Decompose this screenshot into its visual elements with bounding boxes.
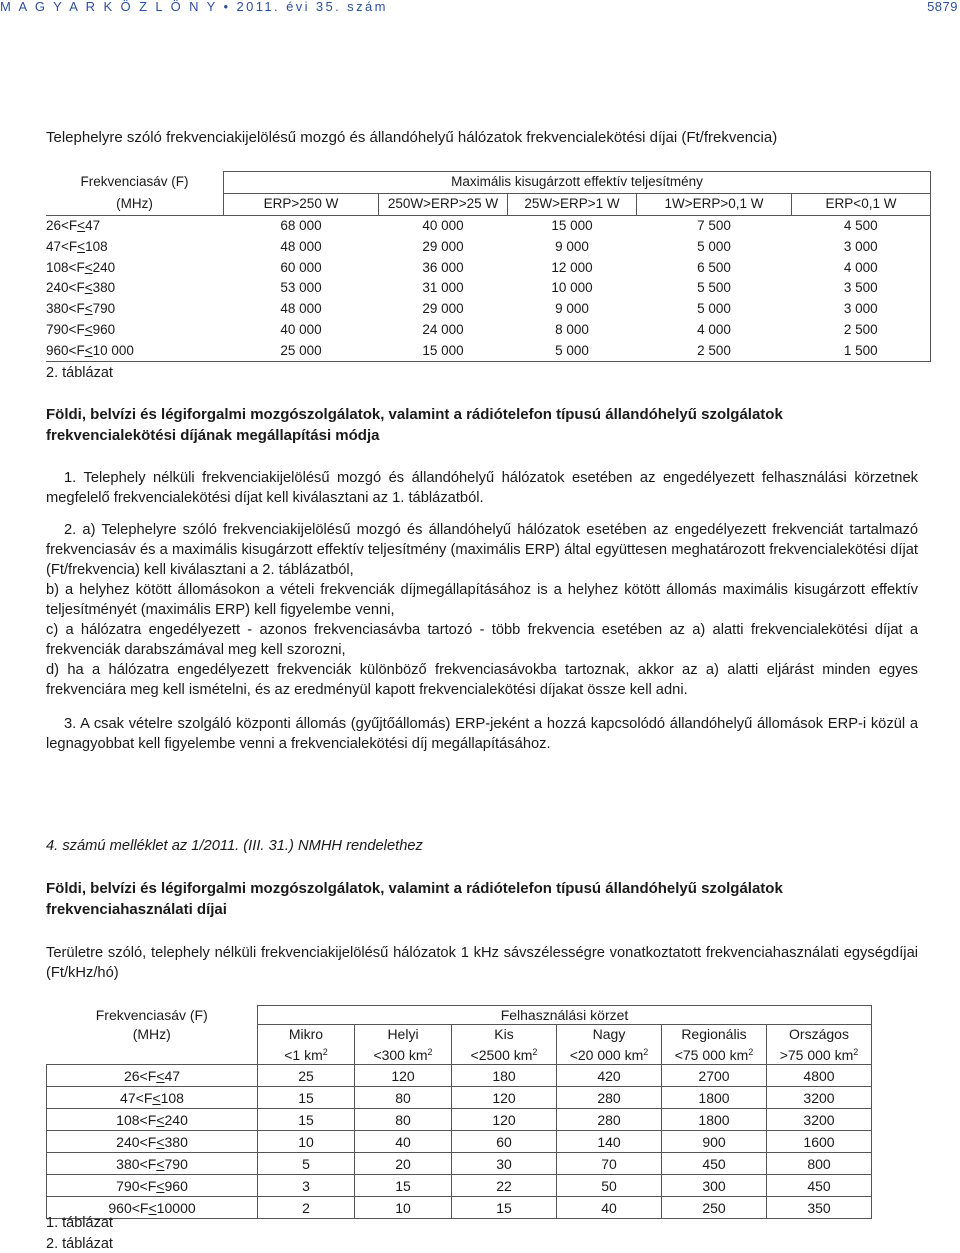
value-cell: 5 [258, 1153, 355, 1175]
value-cell: 3 000 [792, 299, 931, 320]
band-unit: (MHz) [116, 195, 153, 211]
area-name: Regionális [662, 1025, 767, 1044]
value-cell: 450 [662, 1153, 767, 1175]
value-cell: 350 [767, 1197, 872, 1219]
table-row [46, 278, 931, 299]
paragraph-1: 1. Telephely nélküli frekvenciakijelölésű mozgó és állandóhelyű hálózatok esetében az engedélyezett felhasználási körzetnek megfelelő frekvencialekötési díjat kell kiválasztani az 1. táblázatból. [46, 470, 918, 506]
value-cell: 1 500 [792, 340, 931, 361]
value-cell: 15 [452, 1197, 557, 1219]
value-cell: 48 000 [280, 238, 322, 254]
band-cell: 960<F<10 000 [46, 340, 224, 361]
intro-text: Területre szóló, telephely nélküli frekvenciakijelölésű hálózatok 1 kHz sávszélességre vonatkoztatott frekvenciahasználati egységdíjai (Ft/kHz/hó) [46, 945, 918, 981]
value-cell: 50 [557, 1175, 662, 1197]
paragraph-2d: d) ha a hálózatra engedélyezett frekvenciák különböző frekvenciasávokba tartoznak, akkor az a) alatti eljárást minden egyes frekvenciára meg kell ismételni, és az eredményül kapott frekvencialekötési díjakat össze kell adni. [46, 662, 918, 698]
erp-group-header: Maximális kisugárzott effektív teljesítmény [224, 172, 931, 194]
area-limit [452, 1043, 557, 1065]
value-cell: 40 000 [379, 215, 508, 236]
section-title-line: Földi, belvízi és légiforgalmi mozgószolgálatok, valamint a rádiótelefon típusú állandóhelyű szolgálatok [46, 406, 783, 423]
value-cell: 48 000 [280, 301, 322, 317]
value-cell: 10 [258, 1131, 355, 1153]
area-limit-label: <75 000 km [674, 1047, 749, 1063]
value-cell: 31 000 [422, 280, 464, 296]
paragraph-2b: b) a helyhez kötött állomásokon a vételi frekvenciák díjmegállapításához is a helyhez kötött állomás maximális kisugárzott effektív teljesítményét (maximális ERP) kell figyelembe venni, [46, 582, 918, 618]
area-limit-exponent: 2 [427, 1047, 433, 1057]
table-caption: 2. táblázat [46, 365, 113, 381]
value-cell: 9 000 [555, 238, 589, 254]
area-limit-exponent: 2 [322, 1047, 328, 1057]
area-limit [557, 1043, 662, 1065]
value-cell: 20 [355, 1153, 452, 1175]
band-cell: 47<F<108 [47, 1087, 258, 1109]
value-cell: 120 [452, 1087, 557, 1109]
band-cell: 790<F<960 [46, 321, 116, 337]
table-row [46, 340, 931, 361]
value-cell: 15 000 [379, 340, 508, 361]
area-name: Helyi [355, 1025, 452, 1044]
value-cell: 3200 [767, 1087, 872, 1109]
section-title [46, 878, 926, 920]
value-cell: 7 500 [637, 215, 792, 236]
column-header: 25W>ERP>1 W [508, 193, 637, 215]
column-header: 1W>ERP>0,1 W [637, 193, 792, 215]
area-limit-label: >75 000 km [779, 1047, 854, 1063]
column-header: ERP<0,1 W [792, 193, 931, 215]
value-cell: 8 000 [555, 321, 589, 337]
column-header: 250W>ERP>25 W [379, 193, 508, 215]
table-row [46, 215, 931, 236]
value-cell: 3 500 [792, 278, 931, 299]
value-cell: 5 500 [697, 280, 731, 296]
value-cell: 24 000 [422, 321, 464, 337]
value-cell: 180 [452, 1065, 557, 1087]
value-cell: 25 [258, 1065, 355, 1087]
value-cell: 36 000 [422, 259, 464, 275]
paragraph-3: 3. A csak vételre szolgáló központi állomás (gyűjtőállomás) ERP-jeként a hozzá kapcsolódó állandóhelyű állomások ERP-i közül a legnagyobbat kell figyelembe venni a frekvencialekötési díj megállapításához. [46, 716, 918, 752]
page-number: 5879 [927, 0, 958, 14]
section-title-line: frekvencialekötési díjának megállapítási módja [46, 427, 380, 444]
band-cell: 240<F<380 [46, 280, 116, 296]
band-cell: 26<F<47 [46, 215, 224, 236]
value-cell: 70 [557, 1153, 662, 1175]
value-cell: 120 [355, 1065, 452, 1087]
value-cell: 5 000 [697, 301, 731, 317]
value-cell: 40 [557, 1197, 662, 1219]
value-cell: 15 000 [508, 215, 637, 236]
value-cell: 60 [452, 1131, 557, 1153]
paragraph-2c: c) a hálózatra engedélyezett - azonos frekvenciasávba tartozó - több frekvencia esetében az a) alatti frekvencialekötési díjat a frekvenciák darabszámával meg kell szorozni, [46, 622, 918, 658]
band-cell: 380<F<790 [47, 1153, 258, 1175]
value-cell: 10 000 [551, 280, 593, 296]
value-cell: 3200 [767, 1109, 872, 1131]
value-cell: 80 [355, 1109, 452, 1131]
band-spacer [47, 1043, 258, 1065]
value-cell: 53 000 [280, 280, 322, 296]
column-header: ERP>250 W [224, 193, 379, 215]
area-group-header: Felhasználási körzet [258, 1006, 872, 1025]
table-caption: 1. táblázat [46, 1215, 113, 1231]
band-cell: 240<F<380 [47, 1131, 258, 1153]
table1-title: Telephelyre szóló frekvenciakijelölésű mozgó és állandóhelyű hálózatok frekvencialekötési díjai (Ft/frekvencia) [46, 129, 778, 146]
value-cell: 800 [767, 1153, 872, 1175]
value-cell: 4 000 [792, 257, 931, 278]
area-name: Mikro [258, 1025, 355, 1044]
value-cell: 2 [258, 1197, 355, 1219]
table-caption: 2. táblázat [46, 1236, 113, 1252]
table-row [47, 1065, 872, 1087]
area-limit-label: <2500 km [470, 1047, 533, 1063]
value-cell: 5 000 [697, 238, 731, 254]
value-cell: 1800 [662, 1109, 767, 1131]
value-cell: 68 000 [224, 215, 379, 236]
value-cell: 300 [662, 1175, 767, 1197]
area-limit-exponent: 2 [643, 1047, 649, 1057]
value-cell: 6 500 [697, 259, 731, 275]
band-cell: 26<F<47 [47, 1065, 258, 1087]
band-cell: 790<F<960 [47, 1175, 258, 1197]
value-cell: 2 500 [792, 320, 931, 341]
value-cell: 4800 [767, 1065, 872, 1087]
band-cell: 380<F<790 [46, 301, 116, 317]
area-name: Országos [767, 1025, 872, 1044]
value-cell: 140 [557, 1131, 662, 1153]
table-row [47, 1153, 872, 1175]
area-limit [767, 1043, 872, 1065]
body-paragraph [46, 714, 918, 754]
value-cell: 15 [355, 1175, 452, 1197]
value-cell: 2700 [662, 1065, 767, 1087]
value-cell: 40 000 [280, 321, 322, 337]
section-title-line: Földi, belvízi és légiforgalmi mozgószolgálatok, valamint a rádiótelefon típusú állandóhelyű szolgálatok [46, 880, 783, 897]
fee-table-area [46, 1005, 872, 1219]
value-cell: 5 000 [508, 340, 637, 361]
value-cell: 29 000 [422, 301, 464, 317]
value-cell: 4 500 [792, 215, 931, 236]
table-row [47, 1175, 872, 1197]
value-cell: 15 [258, 1087, 355, 1109]
paragraph-2a: 2. a) Telephelyre szóló frekvenciakijelölésű mozgó és állandóhelyű hálózatok esetében az engedélyezett frekvenciát tartalmazó frekvenciasáv és a maximális kisugárzott effektív teljesítmény (maximális ERP) által együttesen meghatározott frekvencialekötési díjat (Ft/frekvencia) kell kiválasztani a 2. táblázatból, [46, 522, 918, 578]
value-cell: 1600 [767, 1131, 872, 1153]
value-cell: 30 [452, 1153, 557, 1175]
table-row [47, 1197, 872, 1219]
value-cell: 15 [258, 1109, 355, 1131]
value-cell: 60 000 [280, 259, 322, 275]
body-paragraph [46, 520, 918, 700]
band-cell: 108<F<240 [46, 259, 116, 275]
area-limit [355, 1043, 452, 1065]
section-title [46, 404, 926, 446]
area-limit-label: <300 km [373, 1047, 428, 1063]
area-limit-label: <20 000 km [569, 1047, 644, 1063]
area-limit-exponent: 2 [532, 1047, 538, 1057]
value-cell: 10 [355, 1197, 452, 1219]
value-cell: 420 [557, 1065, 662, 1087]
annex-heading: 4. számú melléklet az 1/2011. (III. 31.) NMHH rendelethez [46, 838, 423, 854]
table-row [46, 236, 931, 257]
area-limit-label: <1 km [284, 1047, 323, 1063]
table-row [46, 257, 931, 278]
value-cell: 22 [452, 1175, 557, 1197]
value-cell: 40 [355, 1131, 452, 1153]
area-limit-exponent: 2 [748, 1047, 754, 1057]
area-limit [662, 1043, 767, 1065]
value-cell: 12 000 [551, 259, 593, 275]
table-row [46, 320, 931, 341]
value-cell: 280 [557, 1109, 662, 1131]
value-cell: 4 000 [697, 321, 731, 337]
table-row [47, 1109, 872, 1131]
intro-paragraph [46, 943, 918, 983]
band-unit: (MHz) [132, 1025, 171, 1042]
body-paragraph [46, 468, 918, 508]
area-limit-exponent: 2 [853, 1047, 859, 1057]
area-name: Kis [452, 1025, 557, 1044]
area-name: Nagy [557, 1025, 662, 1044]
journal-title: M A G Y A R K Ö Z L Ö N Y • 2011. évi 35. szám [0, 0, 388, 14]
fee-table-erp [46, 171, 931, 362]
band-cell: 47<F<108 [46, 238, 108, 254]
value-cell: 280 [557, 1087, 662, 1109]
value-cell: 120 [452, 1109, 557, 1131]
table-row [46, 299, 931, 320]
page-header [0, 0, 960, 14]
section-title-line: frekvenciahasználati díjai [46, 901, 227, 918]
value-cell: 450 [767, 1175, 872, 1197]
band-header: Frekvenciasáv (F) [95, 1007, 208, 1023]
band-header: Frekvenciasáv (F) [80, 174, 189, 190]
band-cell: 108<F<240 [47, 1109, 258, 1131]
value-cell: 25 000 [224, 340, 379, 361]
value-cell: 3 000 [792, 236, 931, 257]
area-limit [258, 1043, 355, 1065]
value-cell: 80 [355, 1087, 452, 1109]
table-row [47, 1087, 872, 1109]
value-cell: 900 [662, 1131, 767, 1153]
band-cell: 960<F<10000 [47, 1197, 258, 1219]
value-cell: 250 [662, 1197, 767, 1219]
value-cell: 3 [258, 1175, 355, 1197]
table-row [47, 1131, 872, 1153]
value-cell: 29 000 [422, 238, 464, 254]
value-cell: 9 000 [555, 301, 589, 317]
value-cell: 2 500 [637, 340, 792, 361]
value-cell: 1800 [662, 1087, 767, 1109]
